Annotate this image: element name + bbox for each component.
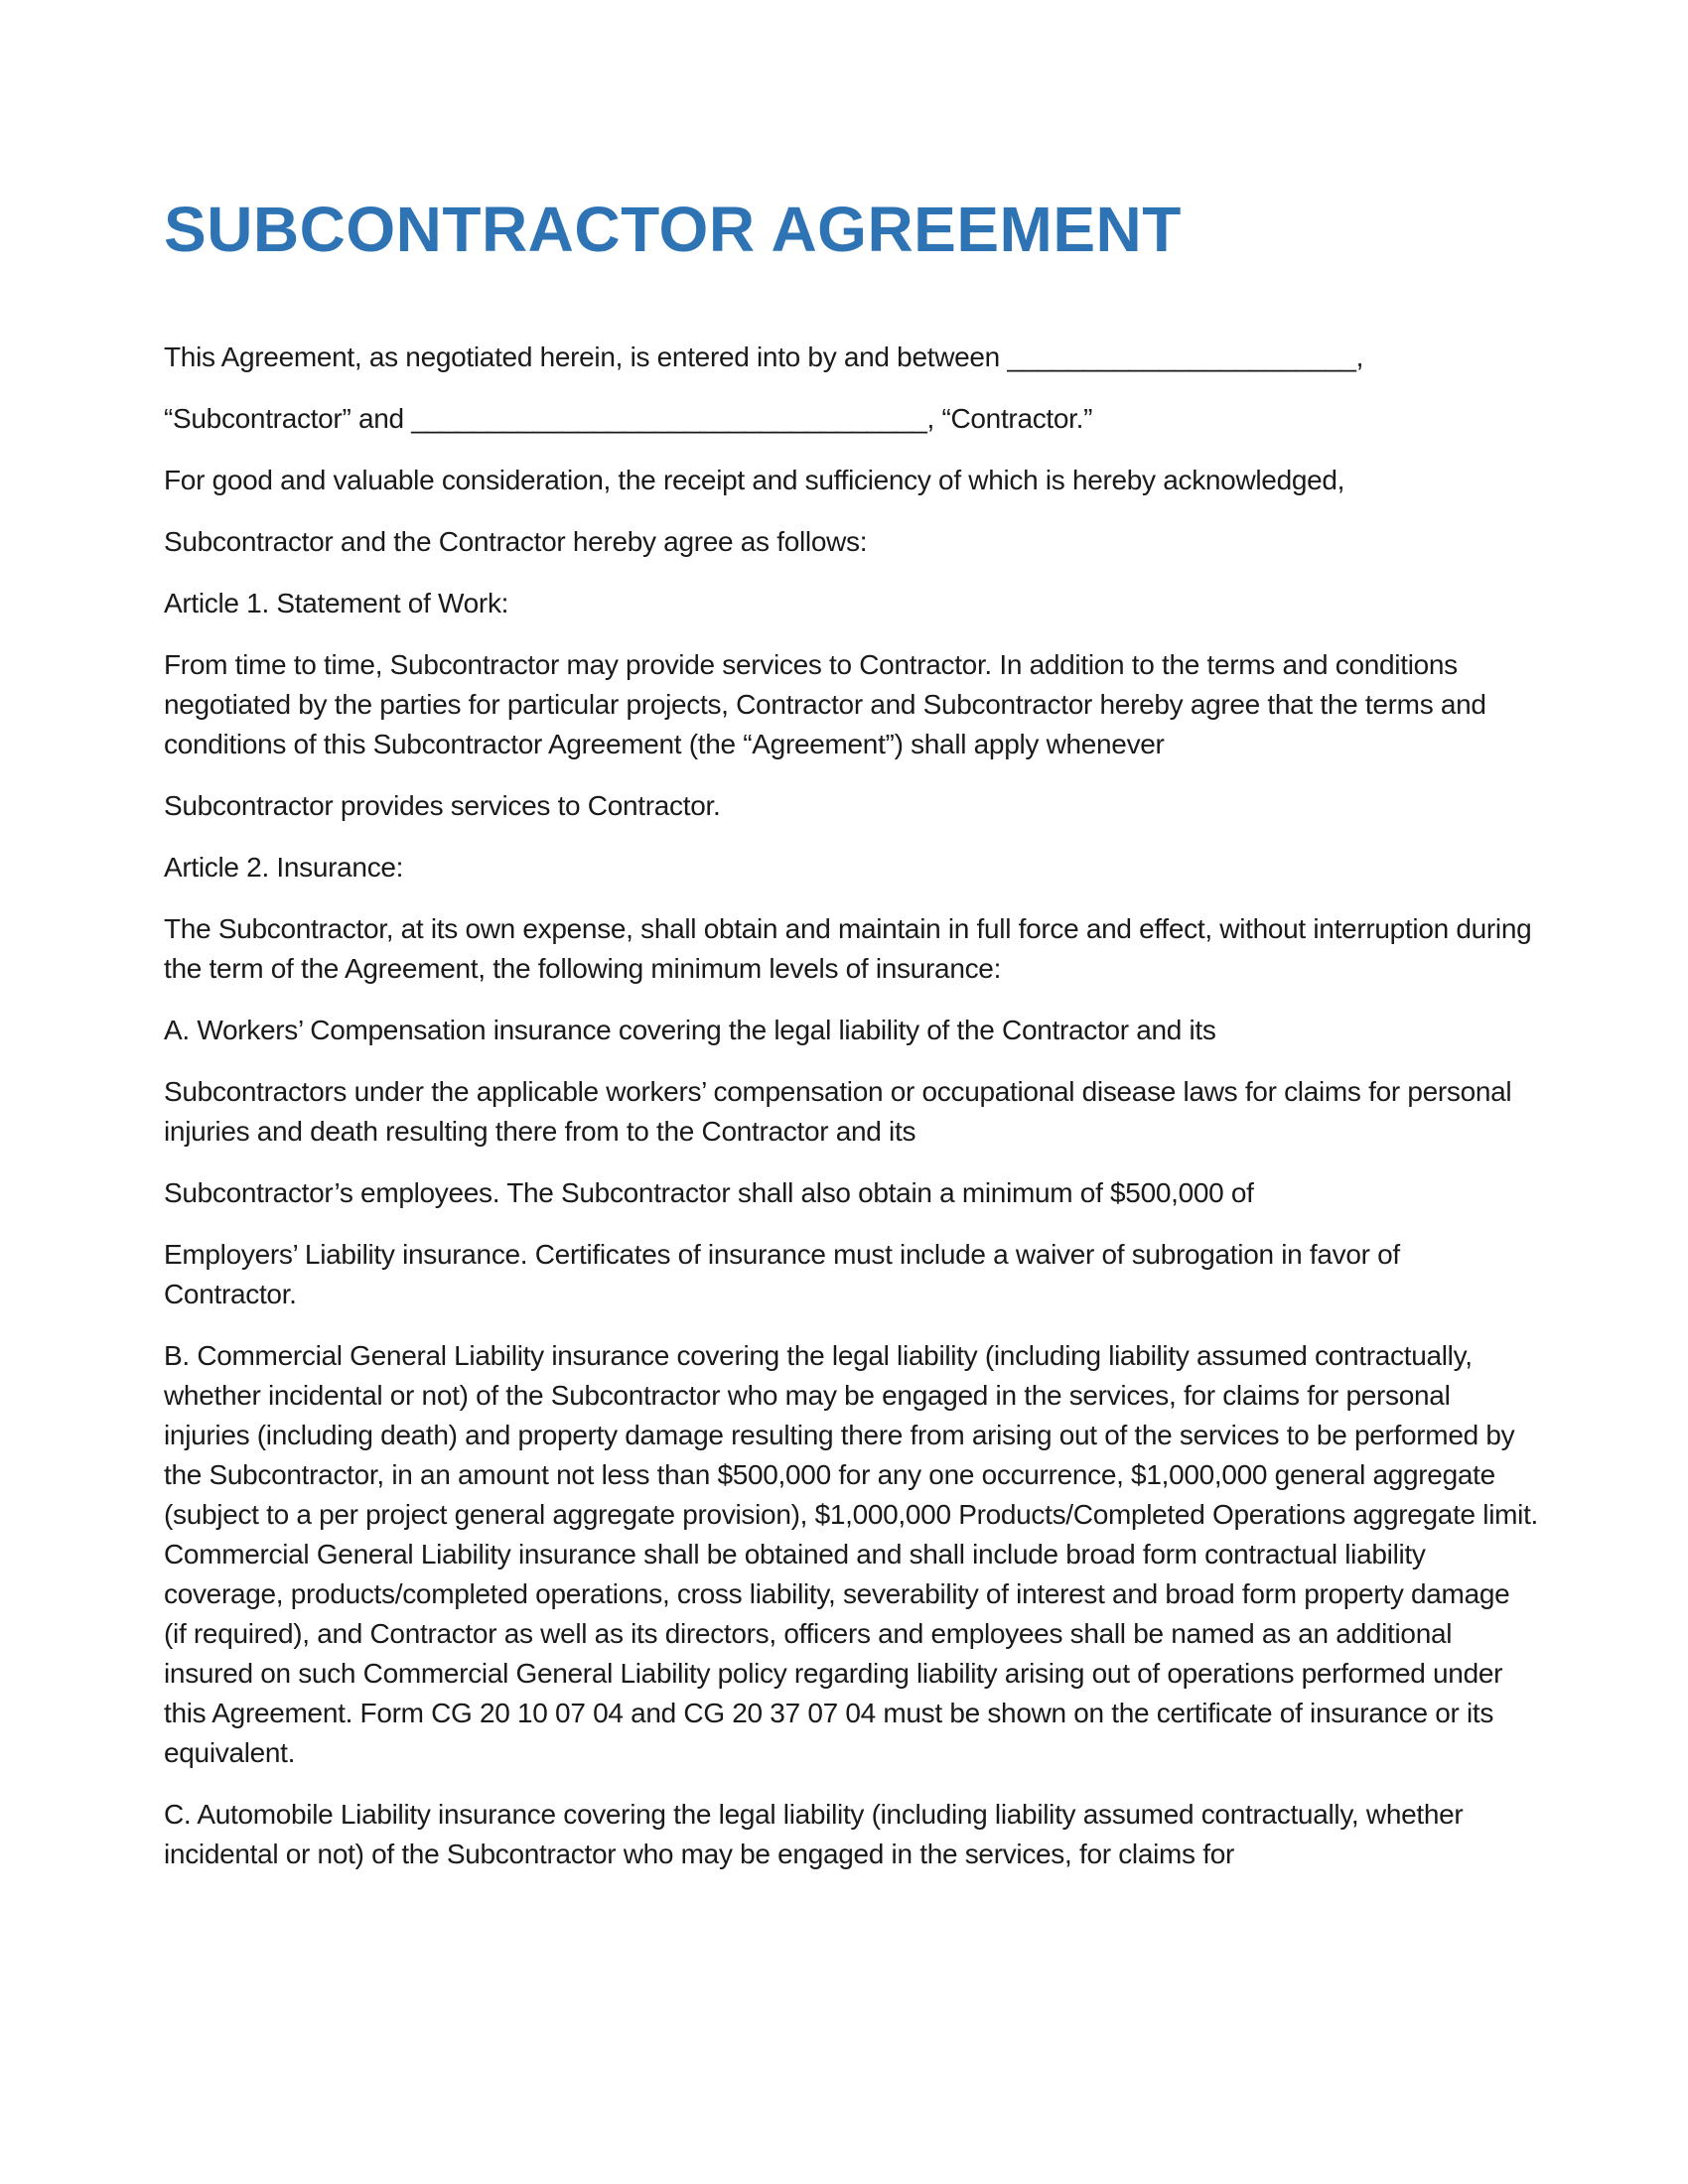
- article-1-body: From time to time, Subcontractor may provide services to Contractor. In addition to the terms and conditions negotiated by the parties for particular projects, Contractor and Subcontractor hereby agree that the terms and conditions of this Subcontractor Agreement (the “Agreement”) shall apply whenever: [164, 649, 1486, 759]
- article-1-heading: Article 1. Statement of Work:: [164, 588, 509, 618]
- document-body: [164, 338, 1539, 1874]
- paragraph-parties-line-2: “Subcontractor” and __________________________________, “Contractor.”: [164, 403, 1093, 434]
- article-2-body: The Subcontractor, at its own expense, shall obtain and maintain in full force and effect, without interruption during the term of the Agreement, the following minimum levels of insurance:: [164, 913, 1532, 984]
- clause-b-general-liability: B. Commercial General Liability insurance covering the legal liability (including liability assumed contractually, whether incidental or not) of the Subcontractor who may be engaged in the services, for claims for personal injuries (including death) and property damage resulting there from arising out of the services to be performed by the Subcontractor, in an amount not less than $500,000 for any one occurrence, $1,000,000 general aggregate (subject to a per project general aggregate provision), $1,000,000 Products/Completed Operations aggregate limit. Commercial General Liability insurance shall be obtained and shall include broad form contractual liability coverage, products/completed operations, cross liability, severability of interest and broad form property damage (if required), and Contractor as well as its directors, officers and employees shall be named as an additional insured on such Commercial General Liability policy regarding liability arising out of operations performed under this Agreement. Form CG 20 10 07 04 and CG 20 37 07 04 must be shown on the certificate of insurance or its equivalent.: [164, 1340, 1539, 1768]
- clause-a-continued-2: Subcontractor’s employees. The Subcontractor shall also obtain a minimum of $500,000 of: [164, 1177, 1254, 1208]
- document-title: SUBCONTRACTOR AGREEMENT: [164, 194, 1182, 265]
- article-1-body-continued: Subcontractor provides services to Contractor.: [164, 790, 721, 821]
- paragraph-consideration: For good and valuable consideration, the receipt and sufficiency of which is hereby acknowledged,: [164, 465, 1345, 495]
- clause-c-auto-liability: C. Automobile Liability insurance covering the legal liability (including liability assumed contractually, whether incidental or not) of the Subcontractor who may be engaged in the services, for claims for: [164, 1799, 1464, 1869]
- clause-a-continued-1: Subcontractors under the applicable workers’ compensation or occupational disease laws for claims for personal injuries and death resulting there from to the Contractor and its: [164, 1076, 1512, 1147]
- clause-a-continued-3: Employers’ Liability insurance. Certificates of insurance must include a waiver of subrogation in favor of Contractor.: [164, 1239, 1400, 1309]
- article-2-heading: Article 2. Insurance:: [164, 852, 404, 883]
- paragraph-agree-as-follows: Subcontractor and the Contractor hereby agree as follows:: [164, 526, 868, 557]
- clause-a-workers-comp: A. Workers’ Compensation insurance covering the legal liability of the Contractor and its: [164, 1015, 1216, 1045]
- paragraph-parties-line-1: This Agreement, as negotiated herein, is entered into by and between _______________________,: [164, 341, 1364, 372]
